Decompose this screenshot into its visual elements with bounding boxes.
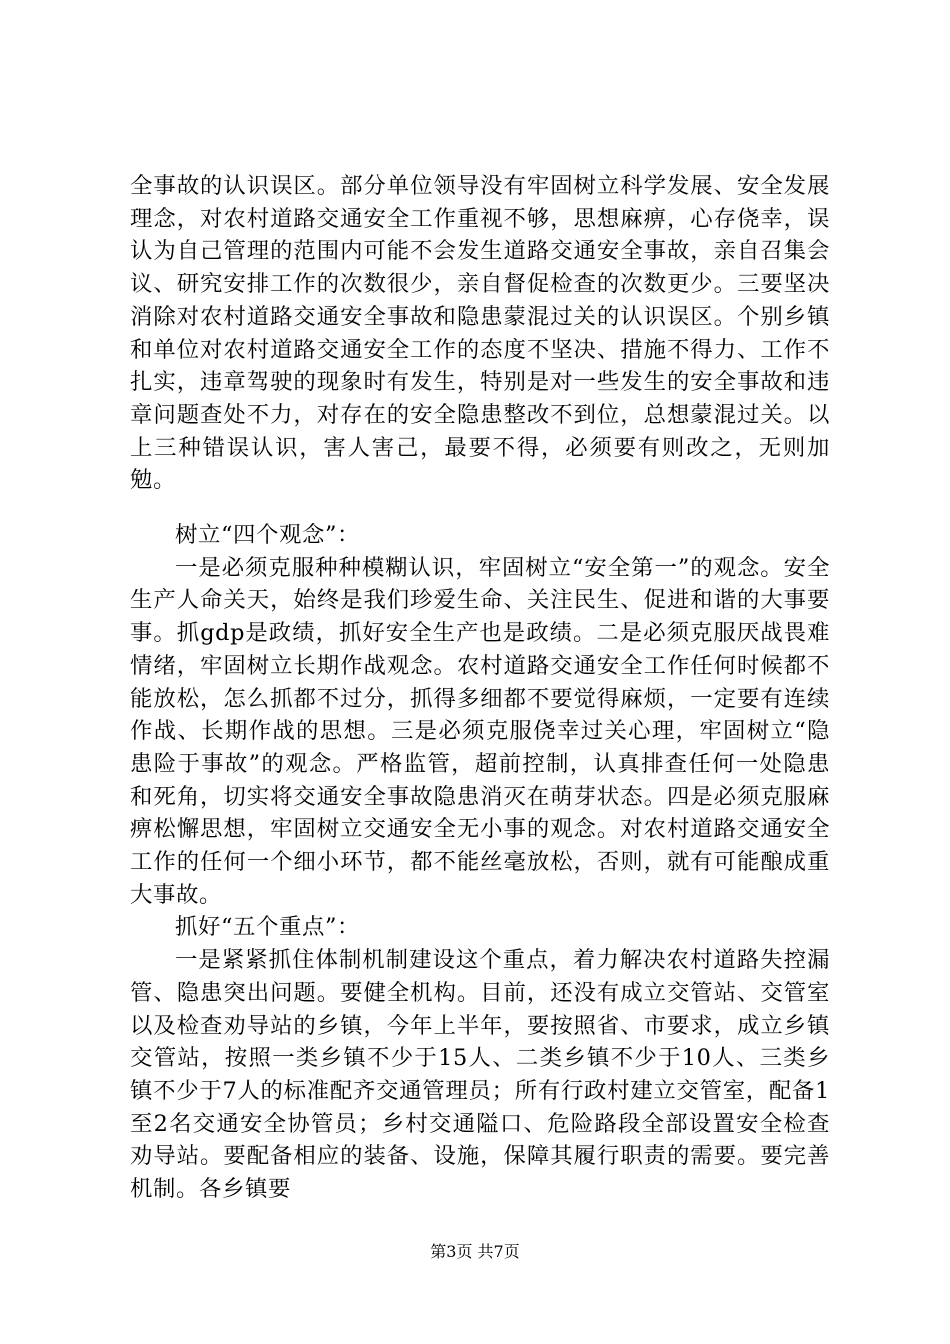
paragraph-four-concepts: 一是必须克服种种模糊认识，牢固树立“安全第一”的观念。安全生产人命关天，始终是我们珍爱生命、关注民生、促进和谐的大事要事。抓gdp是政绩，抓好安全生产也是政绩。二是必须克服厌战畏难情绪，牢固树立长期作战观念。农村道路交通安全工作任何时候都不能放松，怎么抓都不过分，抓得多细都不要觉得麻烦，一定要有连续作战、长期作战的思想。三是必须克服侥幸过关心理，牢固树立“隐患险于事故”的观念。严格监管，超前控制，认真排查任何一处隐患和死角，切实将交通安全事故隐患消灭在萌芽状态。四是必须克服麻痹松懈思想，牢固树立交通安全无小事的观念。对农村道路交通安全工作的任何一个细小环节，都不能丝毫放松，否则，就有可能酿成重大事故。 — [130, 554, 830, 908]
paragraph-five-priorities: 一是紧紧抓住体制机制建设这个重点，着力解决农村道路失控漏管、隐患突出问题。要健全机构。目前，还没有成立交管站、交管室以及检查劝导站的乡镇，今年上半年，要按照省、市要求，成立乡镇交管站，按照一类乡镇不少于15人、二类乡镇不少于10人、三类乡镇不少于7人的标准配齐交通管理员；所有行政村建立交管室，配备1至2名交通安全协管员；乡村交通隘口、危险路段全部设置安全检查劝导站。要配备相应的装备、设施，保障其履行职责的需要。要完善机制。各乡镇要 — [130, 947, 830, 1203]
section-heading-five-priorities: 抓好“五个重点”： — [175, 914, 361, 941]
document-body — [130, 170, 830, 1206]
paragraph-continuation: 全事故的认识误区。部分单位领导没有牢固树立科学发展、安全发展理念，对农村道路交通安全工作重视不够，思想麻痹，心存侥幸，误认为自己管理的范围内可能不会发生道路交通安全事故，亲自召集会议、研究安排工作的次数很少，亲自督促检查的次数更少。三要坚决消除对农村道路交通安全事故和隐患蒙混过关的认识误区。个别乡镇和单位对农村道路交通安全工作的态度不坚决、措施不得力、工作不扎实，违章驾驶的现象时有发生，特别是对一些发生的安全事故和违章问题查处不力，对存在的安全隐患整改不到位，总想蒙混过关。以上三种错误认识，害人害己，最要不得，必须要有则改之，无则加勉。 — [130, 173, 830, 494]
page-footer: 第3页 共7页 — [430, 1242, 520, 1261]
section-heading-four-concepts: 树立“四个观念”： — [175, 522, 361, 549]
paragraph-gap — [130, 497, 830, 519]
